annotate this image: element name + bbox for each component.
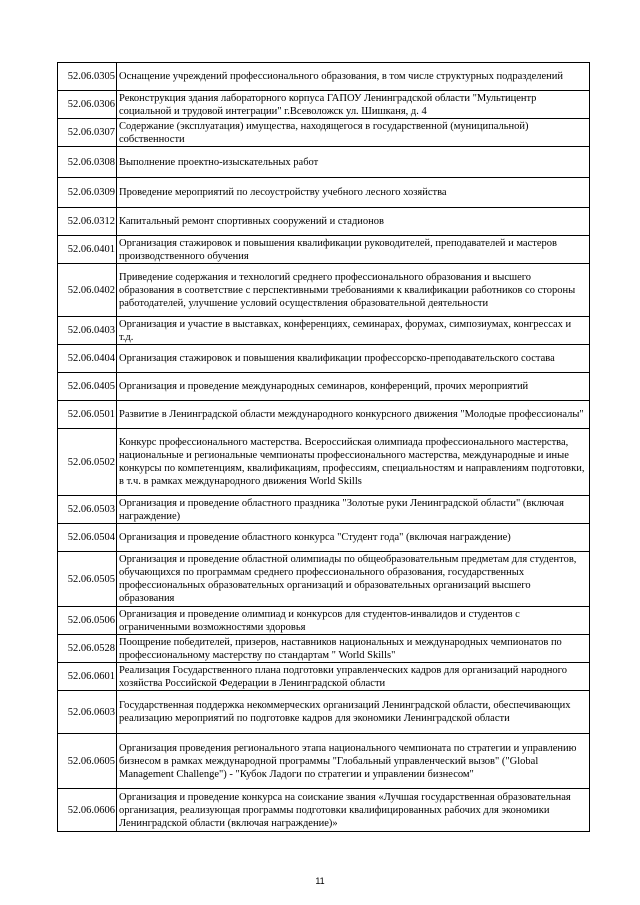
row-description: Приведение содержания и технологий среднего профессионального образования и высшего образования в соответствие с перспективными требованиями к квалификации работников со стороны работодателей, улучшение условий осуществления образовательной деятельности	[117, 264, 590, 317]
page-number: 11	[315, 876, 325, 886]
table-row	[58, 789, 590, 832]
row-code: 52.06.0504	[58, 524, 117, 552]
row-code: 52.06.0312	[58, 208, 117, 236]
row-description: Реконструкция здания лабораторного корпуса ГАПОУ Ленинградской области "Мультицентр социальной и трудовой интеграции" г.Всеволожск ул. Шишканя, д. 4	[117, 91, 590, 119]
row-description: Оснащение учреждений профессионального образования, в том числе структурных подразделений	[117, 63, 590, 91]
row-description: Организация стажировок и повышения квалификации профессорско-преподавательского состава	[117, 345, 590, 373]
table-row	[58, 317, 590, 345]
table-row	[58, 607, 590, 635]
row-description: Организация и проведение международных семинаров, конференций, прочих мероприятий	[117, 373, 590, 401]
row-description: Конкурс профессионального мастерства. Всероссийская олимпиада профессионального мастерства, национальные и региональные чемпионаты профессионального мастерства, международные и иные конкурсы по компетенциям, квалификациям, профессиям, специальностям и направлениям подготовки, в т.ч. в рамках международного движения World Skills	[117, 429, 590, 496]
row-code: 52.06.0506	[58, 607, 117, 635]
table-row	[58, 208, 590, 236]
table-row	[58, 91, 590, 119]
row-description: Организация и проведение областного конкурса "Студент года" (включая награждение)	[117, 524, 590, 552]
row-description: Организация и проведение областной олимпиады по общеобразовательным предметам для студентов, обучающихся по программам среднего профессионального образования, государственных профессиональных образовательных организаций и образовательных организаций высшего образования	[117, 552, 590, 607]
table-row	[58, 496, 590, 524]
table-row	[58, 524, 590, 552]
row-code: 52.06.0603	[58, 691, 117, 734]
row-description: Организация и участие в выставках, конференциях, семинарах, форумах, симпозиумах, конгрессах и т.д.	[117, 317, 590, 345]
row-description: Развитие в Ленинградской области международного конкурсного движения "Молодые профессионалы"	[117, 401, 590, 429]
table-row	[58, 552, 590, 607]
row-description: Организация и проведение олимпиад и конкурсов для студентов-инвалидов и студентов с ограниченными возможностями здоровья	[117, 607, 590, 635]
table-row	[58, 147, 590, 178]
row-code: 52.06.0402	[58, 264, 117, 317]
row-code: 52.06.0503	[58, 496, 117, 524]
table-row	[58, 236, 590, 264]
table-row	[58, 663, 590, 691]
row-description: Поощрение победителей, призеров, наставников национальных и международных чемпионатов по профессиональному мастерству по стандартам " World Skills"	[117, 635, 590, 663]
row-description: Организация стажировок и повышения квалификации руководителей, преподавателей и мастеров производственного обучения	[117, 236, 590, 264]
row-code: 52.06.0306	[58, 91, 117, 119]
row-code: 52.06.0505	[58, 552, 117, 607]
budget-code-table	[57, 62, 590, 832]
row-code: 52.06.0605	[58, 734, 117, 789]
row-code: 52.06.0307	[58, 119, 117, 147]
table-row	[58, 178, 590, 208]
row-code: 52.06.0403	[58, 317, 117, 345]
row-description: Организация и проведение областного праздника "Золотые руки Ленинградской области" (включая награждение)	[117, 496, 590, 524]
table-row	[58, 264, 590, 317]
table-row	[58, 63, 590, 91]
row-code: 52.06.0405	[58, 373, 117, 401]
row-code: 52.06.0401	[58, 236, 117, 264]
row-code: 52.06.0601	[58, 663, 117, 691]
row-description: Организация и проведение конкурса на соискание звания «Лучшая государственная образовательная организация, реализующая программы подготовки квалифицированных рабочих для экономики Ленинградской области (включая награждение)»	[117, 789, 590, 832]
table-row	[58, 119, 590, 147]
row-code: 52.06.0308	[58, 147, 117, 178]
table-row	[58, 734, 590, 789]
table-row	[58, 691, 590, 734]
table-row	[58, 401, 590, 429]
row-description: Государственная поддержка некоммерческих организаций Ленинградской области, обеспечивающих реализацию мероприятий по подготовке кадров для экономики Ленинградской области	[117, 691, 590, 734]
row-description: Проведение мероприятий по лесоустройству учебного лесного хозяйства	[117, 178, 590, 208]
row-description: Содержание (эксплуатация) имущества, находящегося в государственной (муниципальной) собственности	[117, 119, 590, 147]
table-body	[58, 63, 590, 832]
row-code: 52.06.0501	[58, 401, 117, 429]
table-row	[58, 635, 590, 663]
table-row	[58, 345, 590, 373]
row-description: Выполнение проектно-изыскательных работ	[117, 147, 590, 178]
row-code: 52.06.0309	[58, 178, 117, 208]
row-description: Организация проведения регионального этапа национального чемпионата по стратегии и управлению бизнесом в рамках международной программы "Глобальный управленческий вызов" ("Global Management Challenge") - "Кубок Ладоги по стратегии и управлении бизнесом"	[117, 734, 590, 789]
row-code: 52.06.0502	[58, 429, 117, 496]
row-code: 52.06.0404	[58, 345, 117, 373]
row-code: 52.06.0528	[58, 635, 117, 663]
row-code: 52.06.0606	[58, 789, 117, 832]
table-row	[58, 373, 590, 401]
row-code: 52.06.0305	[58, 63, 117, 91]
row-description: Капитальный ремонт спортивных сооружений и стадионов	[117, 208, 590, 236]
table-row	[58, 429, 590, 496]
row-description: Реализация Государственного плана подготовки управленческих кадров для организаций народного хозяйства Российской Федерации в Ленинградской области	[117, 663, 590, 691]
